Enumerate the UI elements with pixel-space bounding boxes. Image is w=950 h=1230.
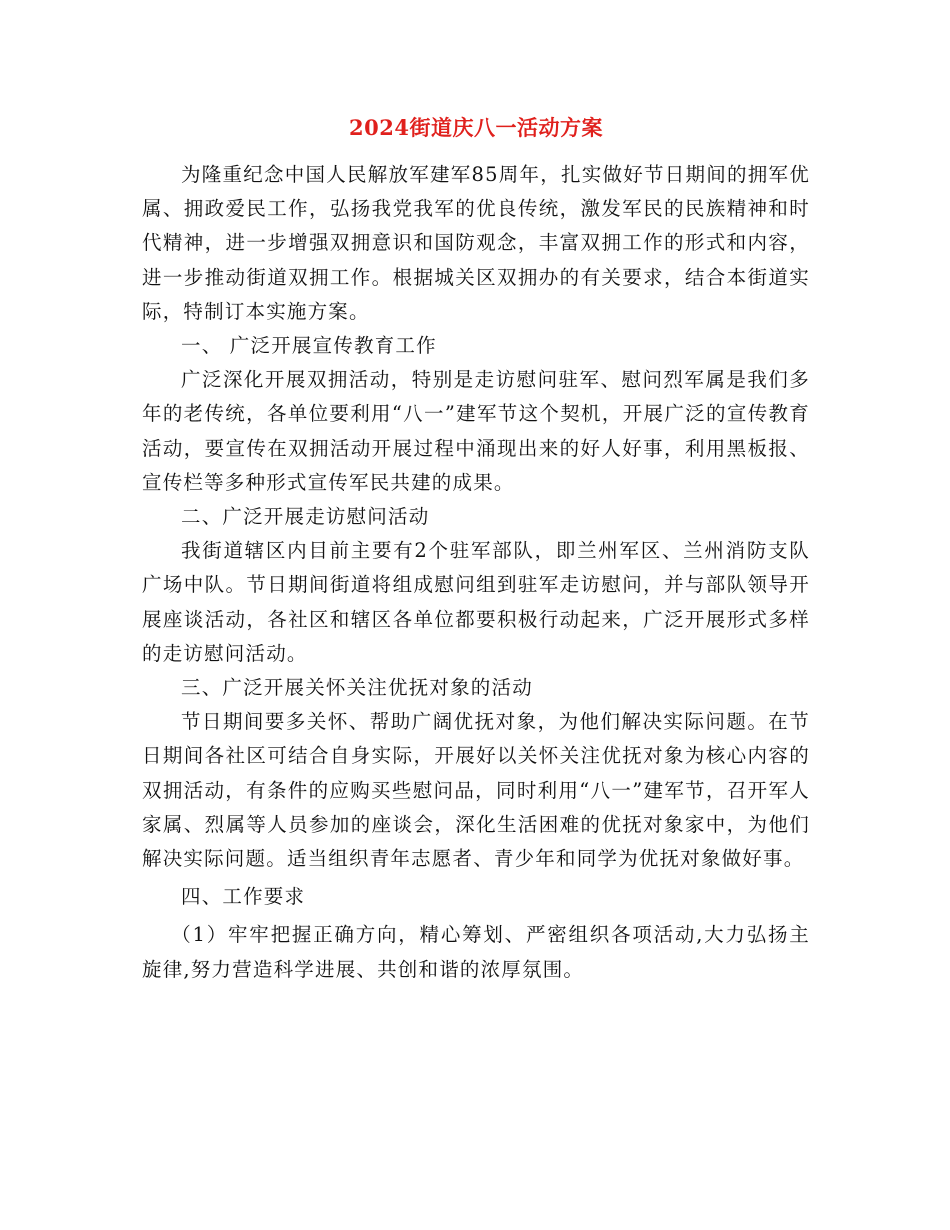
- section-2-heading: 二、广泛开展走访慰问活动: [181, 505, 430, 529]
- requirements-heading: 四、工作要求: [181, 885, 306, 909]
- intro-paragraph: 为隆重纪念中国人民解放军建军85周年，扎实做好节日期间的拥军优属、拥政爱民工作，弘扬我党我军的优良传统，激发军民的民族精神和时代精神，进一步增强双拥意识和国防观念，丰富双拥工作的形式和内容，进一步推动街道双拥工作。根据城关区双拥办的有关要求，结合本街道实际，特制订本实施方案。: [142, 163, 810, 323]
- section-3-body: 节日期间要多关怀、帮助广阔优抚对象，为他们解决实际问题。在节日期间各社区可结合自身实际，开展好以关怀关注优抚对象为核心内容的双拥活动，有条件的应购买些慰问品，同时利用“八一”建军节，召开军人家属、烈属等人员参加的座谈会，深化生活困难的优抚对象家中，为他们解决实际问题。适当组织青年志愿者、青少年和同学为优抚对象做好事。: [142, 710, 810, 871]
- section-3-heading: 三、广泛开展关怀关注优抚对象的活动: [181, 676, 533, 700]
- section-1-body: 广泛深化开展双拥活动，特别是走访慰问驻军、慰问烈军属是我们多年的老传统，各单位要利用“八一”建军节这个契机，开展广泛的宣传教育活动，要宣传在双拥活动开展过程中涌现出来的好人好事，利用黑板报、宣传栏等多种形式宣传军民共建的成果。: [142, 368, 810, 494]
- requirement-item-1: （1）牢牢把握正确方向，精心筹划、严密组织各项活动,大力弘扬主旋律,努力营造科学进展、共创和谐的浓厚氛围。: [142, 923, 810, 981]
- document-title: 2024街道庆八一活动方案: [349, 115, 603, 140]
- section-2-body: 我街道辖区内目前主要有2个驻军部队，即兰州军区、兰州消防支队广场中队。节日期间街道将组成慰问组到驻军走访慰问，并与部队领导开展座谈活动，各社区和辖区各单位都要积极行动起来，广泛开展形式多样的走访慰问活动。: [142, 539, 810, 665]
- section-1-heading: 一、 广泛开展宣传教育工作: [181, 334, 437, 358]
- document-body: [142, 112, 810, 987]
